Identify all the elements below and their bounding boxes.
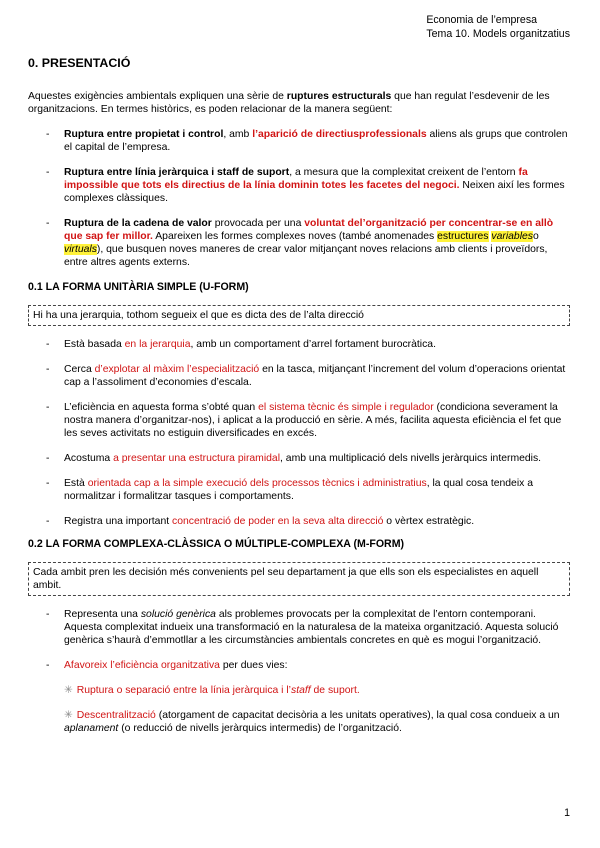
- section-02-list: [28, 608, 570, 672]
- asterisk-icon: ✳: [64, 710, 73, 721]
- sub-item-2: ✳ Descentralització (atorgament de capacitat decisòria a les unitats operatives), la qual cosa condueix a un aplanament (o reducció de nivells jeràrquics intermedis) de l’organització.: [64, 710, 560, 734]
- page-number: 1: [564, 807, 570, 819]
- list-item: - Ruptura entre línia jeràrquica i staff de suport, a mesura que la complexitat creixent de l’entorn fa impossible que tots els directius de la línia dominin totes les facetes del negoci. Neixen així les formes complexes clàssiques.: [28, 166, 570, 205]
- section-0-title: 0. PRESENTACIÓ: [28, 56, 131, 70]
- section-0-list: [28, 128, 570, 269]
- header-topic: Tema 10. Models organitzatius: [426, 28, 570, 40]
- asterisk-icon: ✳: [64, 685, 73, 696]
- list-item: - Ruptura de la cadena de valor provocada per una voluntat del’organització per concentrar-se en allò que sap fer millor. Apareixen les formes complexes noves (també anomenades estructures variableso virtuals), que busquen noves maneres de crear valor mitjançant noves relacions amb clients i proveïdors, entre altres agents externs.: [28, 217, 570, 269]
- list-item: - Registra una important concentració de poder en la seva alta direcció o vèrtex estratègic.: [28, 515, 570, 528]
- section-02-summary-box: Cada ambit pren les decisión més convenients pel seu departament ja que ells son els especialistes en aquell ambit.: [28, 562, 570, 596]
- list-item: - Ruptura entre propietat i control, amb l’aparició de directiusprofessionals aliens als grups que controlen el capital de l’empresa.: [28, 128, 570, 154]
- section-01-summary-box: Hi ha una jerarquia, tothom segueix el que es dicta des de l’alta direcció: [28, 305, 570, 326]
- section-01-list: [28, 338, 570, 528]
- section-02-title: 0.2 LA FORMA COMPLEXA-CLÀSSICA O MÚLTIPLE-COMPLEXA (M-FORM): [28, 538, 405, 550]
- sub-item-1: ✳ Ruptura o separació entre la línia jeràrquica i l’staff de suport.: [64, 685, 360, 696]
- list-item: - Cerca d’explotar al màxim l’especialització en la tasca, mitjançant l’increment del volum d’operacions orientat cap a l’assoliment d’economies d’escala.: [28, 363, 570, 389]
- section-01-title: 0.1 LA FORMA UNITÀRIA SIMPLE (U-FORM): [28, 281, 249, 293]
- page-header: [426, 13, 570, 41]
- section-0-intro: Aquestes exigències ambientals expliquen una sèrie de ruptures estructurals que han regulat l’esdevenir de les organitzacions. En termes històrics, es poden relacionar de la manera següent:: [28, 91, 550, 115]
- list-item: - Acostuma a presentar una estructura piramidal, amb una multiplicació dels nivells jeràrquics intermedis.: [28, 452, 570, 465]
- list-item: - Afavoreix l’eficiència organitzativa per dues vies:: [28, 659, 570, 672]
- document-body: [28, 56, 570, 735]
- list-item: - L’eficiència en aquesta forma s’obté quan el sistema tècnic és simple i regulador (condiciona severament la nostra manera d’organitzar-nos), i aplicat a la producció en sèrie. A més, facilita aquesta eficiència el fet que les seves activitats no estiguin diversificades en excés.: [28, 401, 570, 440]
- list-item: - Representa una solució genèrica als problemes provocats per la complexitat de l’entorn contemporani. Aquesta complexitat indueix una transformació en la naturalesa de la mateixa organització. Aquesta solució genèrica s’haurà d’emmotllar a les circumstàncies ambientals concretes en què es mogui l’organització.: [28, 608, 570, 647]
- list-item: - Està orientada cap a la simple execució dels processos tècnics i administratius, la qual cosa tendeix a normalitzar i formalitzar tasques i comportaments.: [28, 477, 570, 503]
- header-course: Economia de l’empresa: [426, 14, 538, 26]
- list-item: - Està basada en la jerarquia, amb un comportament d’arrel fortament burocràtica.: [28, 338, 570, 351]
